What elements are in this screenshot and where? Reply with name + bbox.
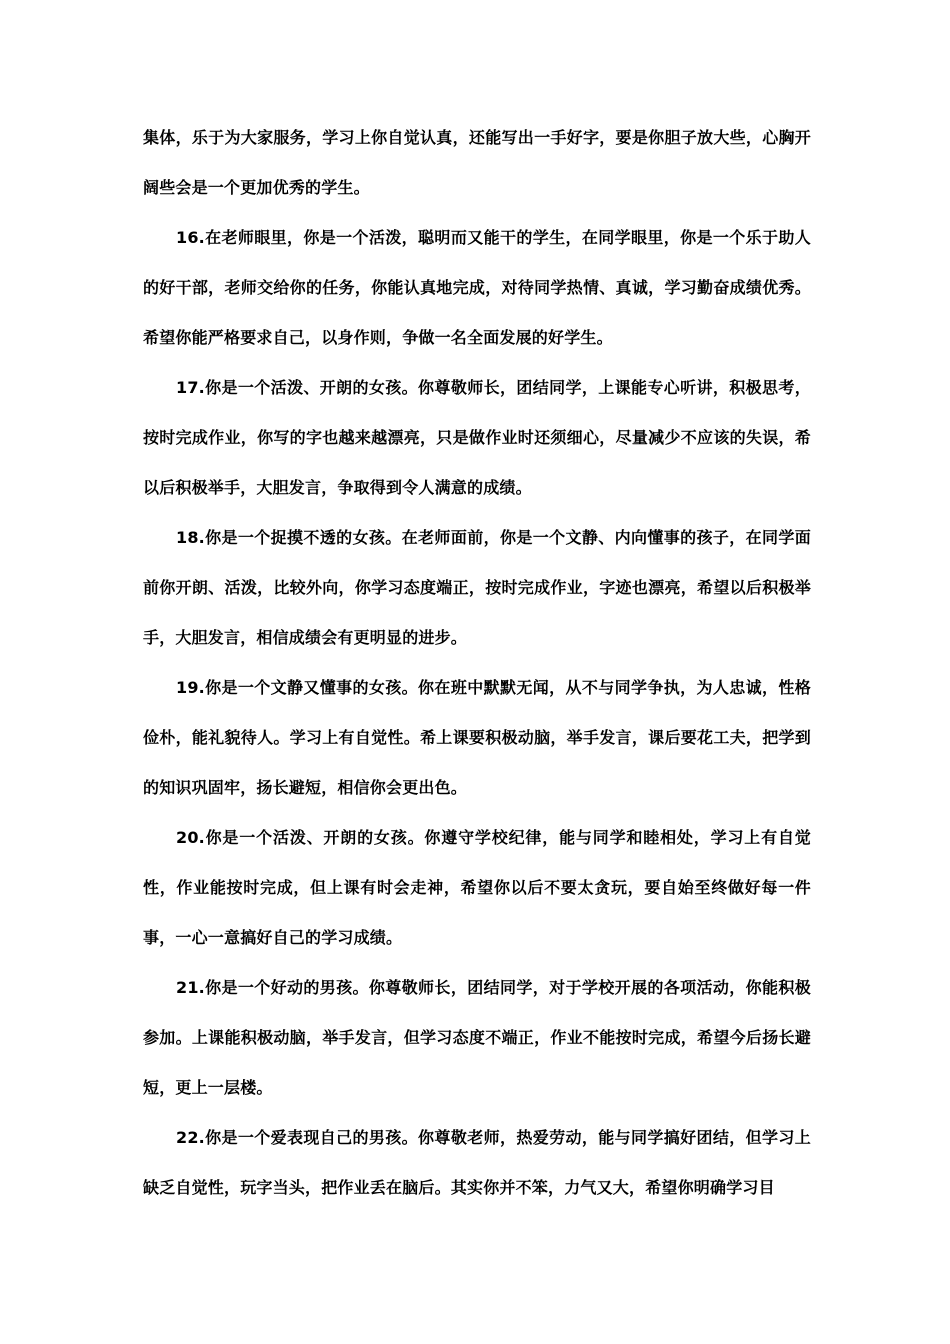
paragraph-22: 22.你是一个爱表现自己的男孩。你尊敬老师，热爱劳动，能与同学搞好团结，但学习上缺乏自觉性，玩字当头，把作业丢在脑后。其实你并不笨，力气又大，希望你明确学习目 — [143, 1128, 811, 1197]
paragraph-16: 16.在老师眼里，你是一个活泼，聪明而又能干的学生，在同学眼里，你是一个乐于助人的好干部，老师交给你的任务，你能认真地完成，对待同学热情、真诚，学习勤奋成绩优秀。希望你能严格要求自己，以身作则，争做一名全面发展的好学生。 — [143, 228, 811, 347]
paragraph-17: 17.你是一个活泼、开朗的女孩。你尊敬师长，团结同学，上课能专心听讲，积极思考，按时完成作业，你写的字也越来越漂亮，只是做作业时还须细心，尽量减少不应该的失误，希以后积极举手，大胆发言，争取得到令人满意的成绩。 — [143, 378, 811, 497]
paragraph-20: 20.你是一个活泼、开朗的女孩。你遵守学校纪律，能与同学和睦相处，学习上有自觉性，作业能按时完成，但上课有时会走神，希望你以后不要太贪玩，要自始至终做好每一件事，一心一意搞好自己的学习成绩。 — [143, 828, 811, 947]
document-body — [143, 113, 811, 1213]
paragraph-15-continued: 集体，乐于为大家服务，学习上你自觉认真，还能写出一手好字，要是你胆子放大些，心胸开阔些会是一个更加优秀的学生。 — [143, 128, 811, 197]
paragraph-21: 21.你是一个好动的男孩。你尊敬师长，团结同学，对于学校开展的各项活动，你能积极参加。上课能积极动脑，举手发言，但学习态度不端正，作业不能按时完成，希望今后扬长避短，更上一层楼。 — [143, 978, 811, 1097]
paragraph-19: 19.你是一个文静又懂事的女孩。你在班中默默无闻，从不与同学争执，为人忠诚，性格俭朴，能礼貌待人。学习上有自觉性。希上课要积极动脑，举手发言，课后要花工夫，把学到的知识巩固牢，扬长避短，相信你会更出色。 — [143, 678, 811, 797]
paragraph-18: 18.你是一个捉摸不透的女孩。在老师面前，你是一个文静、内向懂事的孩子，在同学面前你开朗、活泼，比较外向，你学习态度端正，按时完成作业，字迹也漂亮，希望以后积极举手，大胆发言，相信成绩会有更明显的进步。 — [143, 528, 811, 647]
